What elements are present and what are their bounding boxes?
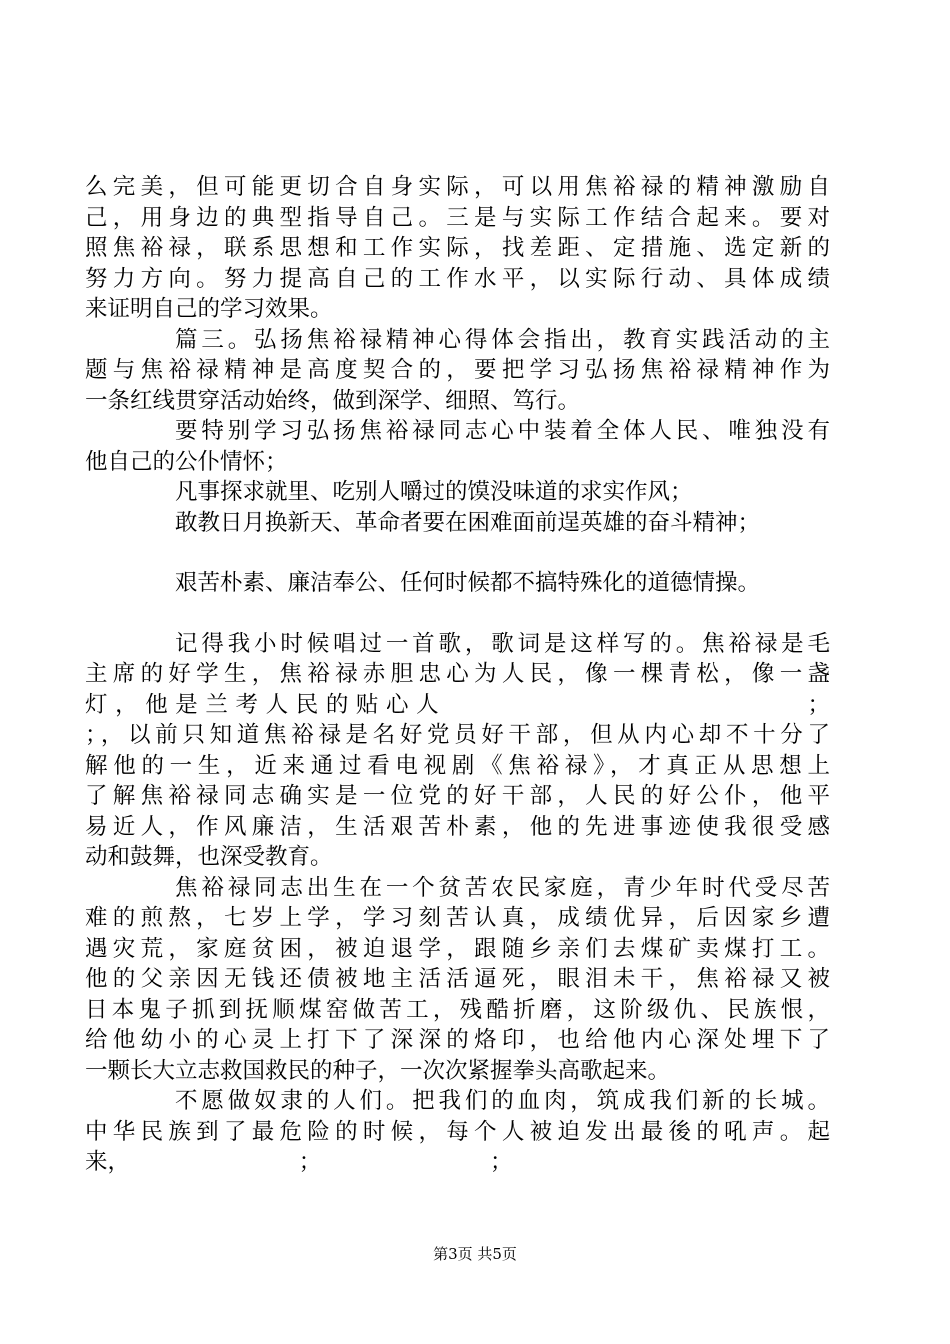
text-line: 来证明自己的学习效果。 [85, 296, 333, 322]
text-line: 动和鼓舞，也深受教育。 [85, 844, 333, 870]
text-line: 解他的一生，近来通过看电视剧《焦裕禄》，才真正从思想上 [85, 752, 830, 779]
paragraph-1 [85, 172, 830, 325]
text-line: 记得我小时候唱过一首歌，歌词是这样写的。焦裕禄是毛 [175, 630, 830, 657]
text-line: 己，用身边的典型指导自己。三是与实际工作结合起来。要对 [85, 204, 830, 231]
text-line: 一颗长大立志救国救民的种子，一次次紧握拳头高歌起来。 [85, 1057, 671, 1084]
text-line: 来， ； ； [85, 1149, 513, 1175]
paragraph-4 [130, 477, 830, 508]
text-line: 篇三。弘扬焦裕禄精神心得体会指出，教育实践活动的主 [175, 326, 830, 353]
page-footer [0, 1244, 950, 1264]
text-line: 要特别学习弘扬焦裕禄同志心中装着全体人民、唯独没有 [175, 418, 830, 444]
paragraph-7 [85, 629, 830, 873]
text-line: 日本鬼子抓到抚顺煤窑做苦工，残酷折磨，这阶级仇、民族恨， [85, 996, 830, 1023]
text-line: 中华民族到了最危险的时候，每个人被迫发出最後的吼声。起 [85, 1118, 830, 1145]
text-line: 题与焦裕禄精神是高度契合的，要把学习弘扬焦裕禄精神作为 [85, 357, 830, 383]
text-line: 遇灾荒，家庭贫困，被迫退学，跟随乡亲们去煤矿卖煤打工。 [85, 935, 830, 962]
text-line: 给他幼小的心灵上打下了深深的烙印，也给他内心深处埋下了 [85, 1027, 830, 1053]
text-line: 凡事探求就里、吃别人嚼过的馍没味道的求实作风； [175, 479, 693, 505]
text-line: 易近人，作风廉洁，生活艰苦朴素，他的先进事迹使我很受感 [85, 813, 830, 840]
text-line: 不愿做奴隶的人们。把我们的血肉，筑成我们新的长城。 [175, 1088, 830, 1114]
text-line: 照焦裕禄，联系思想和工作实际，找差距、定措施、选定新的 [85, 235, 830, 261]
text-line: 他自己的公仆情怀； [85, 448, 288, 475]
page-number: 第3页 共5页 [433, 1245, 517, 1263]
text-line: 他的父亲因无钱还债被地主活活逼死，眼泪未干，焦裕禄又被 [85, 966, 830, 992]
paragraph-6 [130, 568, 830, 599]
document-body [85, 172, 830, 1178]
text-line: 主席的好学生，焦裕禄赤胆忠心为人民，像一棵青松，像一盏 [85, 661, 830, 687]
text-line: 努力方向。努力提高自己的工作水平，以实际行动、具体成绩 [85, 265, 830, 292]
text-line: 焦裕禄同志出生在一个贫苦农民家庭，青少年时代受尽苦 [175, 874, 830, 901]
text-line: 灯，他是兰考人民的贴心人 ； [85, 691, 830, 718]
paragraph-8 [85, 873, 830, 1087]
paragraph-9 [85, 1086, 830, 1178]
paragraph-5 [130, 508, 830, 539]
text-line: 艰苦朴素、廉洁奉公、任何时候都不搞特殊化的道德情操。 [175, 570, 761, 596]
text-line: 敢教日月换新天、革命者要在困难面前逞英雄的奋斗精神； [175, 509, 761, 536]
text-line: 一条红线贯穿活动始终，做到深学、细照、笃行。 [85, 387, 581, 414]
text-line: ；，以前只知道焦裕禄是名好党员好干部，但从内心却不十分了 [85, 722, 830, 748]
paragraph-3 [85, 416, 830, 477]
text-line: 么完美，但可能更切合自身实际，可以用焦裕禄的精神激励自 [85, 174, 830, 200]
text-line: 难的煎熬，七岁上学，学习刻苦认真，成绩优异，后因家乡遭 [85, 905, 830, 931]
paragraph-2 [85, 325, 830, 417]
text-line: 了解焦裕禄同志确实是一位党的好干部，人民的好公仆，他平 [85, 783, 830, 809]
